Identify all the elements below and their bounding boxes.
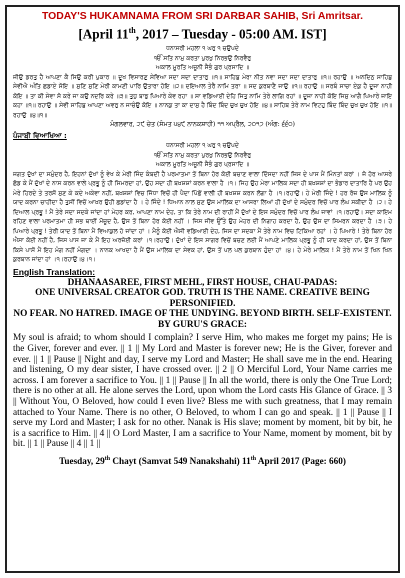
- gurmukhi-mool-mantar-2: ਅਕਾਲ ਮੂਰਤਿ ਅਜੂਨੀ ਸੈਭੰ ਗੁਰ ਪ੍ਰਸਾਦਿ ॥: [155, 64, 250, 72]
- punjabi-heading: ਧਨਾਸਰੀ ਮਹਲਾ ੧ ਘਰੁ ੧ ਚਉਪਦੇ: [166, 142, 239, 150]
- gurmukhi-heading: ਧਨਾਸਰੀ ਮਹਲਾ ੧ ਘਰੁ ੧ ਚਉਪਦੇ: [166, 45, 239, 53]
- english-translation: My soul is afraid; to whom should I complain? I serve Him, who makes me forget my pains; He is the Giver, forever and ever. || 1 || My Lord and Master is forever new; He is the Giver, forever and ever. || 1 || Pause || Night and day, I serve my Lord and Master; He shall save me in the end. Hearing and listening, O my dear sister, I have crossed over. || 2 || O Merciful Lord, Your Name carries me across. I am forever a sacrifice to You. || 1 || Pause || In all the world, there is only the One True Lord; there is no other at all. He alone serves the Lord, upon whom the Lord casts His Glance of Grace. || 3 || Without You, O Beloved, how could I even live? Bless me with such greatness, that I may remain attached to Your Name. There is no other, O Beloved, to whom I can go and speak. || 1 || Pause || I serve my Lord and Master; I ask for no other. Nanak is His slave; moment by moment, bit by bit, he is a sacrifice to Him. || 4 || O Lord Master, I am a sacrifice to Your Name, moment by moment, bit by bit. || 1 || Pause || 4 || 1 ||: [13, 333, 392, 450]
- date-heading: [13, 23, 392, 42]
- gurmukhi-dateline: ਮੰਗਲਵਾਰ, ੨੯ ਚੇਤ (ਸੰਮਤ ੫੪੯ ਨਾਨਕਸ਼ਾਹੀ) ੧੧ ਅਪ੍ਰੈਲ, ੨੦੧੭ (ਅੰਗ: ੬੬੦): [110, 121, 295, 129]
- footer-rest: Chayt (Samvat 549 Nanakshahi) 11: [110, 455, 251, 466]
- date-heading-rest: , 2017 – Tuesday - 05:00 AM. IST]: [135, 26, 327, 42]
- hukamnama-page: [5, 5, 400, 573]
- punjabi-mool-mantar-2: ਅਕਾਲ ਮੂਰਤਿ ਅਜੂਨੀ ਸੈਭੰ ਗੁਰ ਪ੍ਰਸਾਦਿ ॥: [155, 161, 250, 169]
- gurmukhi-mool-mantar: ੴ ਸਤਿ ਨਾਮੁ ਕਰਤਾ ਪੁਰਖੁ ਨਿਰਭਉ ਨਿਰਵੈਰੁ: [154, 54, 251, 62]
- footer-day-sup: th: [104, 455, 111, 462]
- punjabi-section: [13, 141, 392, 265]
- date-heading-open: [April 11: [78, 26, 129, 42]
- date-heading-sup: th: [128, 26, 136, 35]
- english-heading-2: ONE UNIVERSAL CREATOR GOD. TRUTH IS THE NAME. CREATIVE BEING PERSONIFIED.: [35, 288, 370, 309]
- page-title: TODAY'S HUKAMNAMA FROM SRI DARBAR SAHIB, Sri Amritsar.: [42, 11, 363, 22]
- english-section-title: English Translation:: [13, 266, 96, 277]
- punjabi-section-title: ਪੰਜਾਬੀ ਵਿਆਖਿਆ :: [13, 132, 67, 141]
- footer-date: [13, 454, 392, 467]
- gurmukhi-verse: ਜੀਉ ਡਰਤੁ ਹੈ ਆਪਣਾ ਕੈ ਸਿਉ ਕਰੀ ਪੁਕਾਰ ॥ ਦੂਖ ਵਿਸਾਰਣੁ ਸੇਵਿਆ ਸਦਾ ਸਦਾ ਦਾਤਾਰੁ ॥੧॥ ਸਾਹਿਬੁ ਮੇਰਾ ਨੀਤ ਨਵਾ ਸਦਾ ਸਦਾ ਦਾਤਾਰੁ ॥੧॥ ਰਹਾਉ ॥ ਅਨਦਿਨੁ ਸਾਹਿਬੁ ਸੇਵੀਐ ਅੰਤਿ ਛਡਾਏ ਸੋਇ ॥ ਸੁਣਿ ਸੁਣਿ ਮੇਰੀ ਕਾਮਣੀ ਪਾਰਿ ਉਤਾਰਾ ਹੋਇ ॥੨॥ ਦਇਆਲ ਤੇਰੈ ਨਾਮਿ ਤਰਾ ॥ ਸਦ ਕੁਰਬਾਣੈ ਜਾਉ ॥੧॥ ਰਹਾਉ ॥ ਸਰਬੰ ਸਾਚਾ ਏਕੁ ਹੈ ਦੂਜਾ ਨਾਹੀ ਕੋਇ ॥ ਤਾ ਕੀ ਸੇਵਾ ਸੋ ਕਰੇ ਜਾ ਕਉ ਨਦਰਿ ਕਰੇ ॥੩॥ ਤੁਧੁ ਬਾਝੁ ਪਿਆਰੇ ਕੇਵ ਰਹਾ ॥ ਸਾ ਵਡਿਆਈ ਦੇਹਿ ਜਿਤੁ ਨਾਮਿ ਤੇਰੇ ਲਾਗਿ ਰਹਾਂ ॥ ਦੂਜਾ ਨਾਹੀ ਕੋਇ ਜਿਸੁ ਆਗੈ ਪਿਆਰੇ ਜਾਇ ਕਹਾ ॥੧॥ ਰਹਾਉ ॥ ਸੇਵੀ ਸਾਹਿਬੁ ਆਪਣਾ ਅਵਰੁ ਨ ਜਾਚੰਉ ਕੋਇ ॥ ਨਾਨਕੁ ਤਾ ਕਾ ਦਾਸੁ ਹੈ ਬਿੰਦ ਬਿੰਦ ਚੁਖ ਚੁਖ ਹੋਇ ॥੪॥ ਸਾਹਿਬ ਤੇਰੇ ਨਾਮ ਵਿਟਹੁ ਬਿੰਦ ਬਿੰਦ ਚੁਖ ਚੁਖ ਹੋਇ ॥੧॥ ਰਹਾਉ ॥੪॥੧॥: [13, 73, 392, 119]
- english-heading-1: DHANAASAREE, FIRST MEHL, FIRST HOUSE, CHAU-PADAS:: [67, 277, 338, 288]
- footer-day: Tuesday, 29: [59, 455, 105, 466]
- english-heading-3: NO FEAR. NO HATRED. IMAGE OF THE UNDYING. BEYOND BIRTH. SELF-EXISTENT.: [13, 309, 392, 320]
- footer-rest-sup: th: [250, 455, 257, 462]
- footer-tail: April 2017 (Page: 660): [256, 455, 346, 466]
- punjabi-mool-mantar: ੴ ਸਤਿ ਨਾਮੁ ਕਰਤਾ ਪੁਰਖੁ ਨਿਰਭਉ ਨਿਰਵੈਰੁ: [154, 151, 251, 159]
- gurmukhi-section: [13, 44, 392, 120]
- punjabi-explanation: ਜਗਤ ਦੁੱਖਾਂ ਦਾ ਸਮੁੰਦਰ ਹੈ, ਇਹਨਾਂ ਦੁੱਖਾਂ ਨੂੰ ਵੇਖ ਕੇ ਮੇਰੀ ਜਿੰਦ ਕੰਬਦੀ ਹੈ ਪਰਮਾਤਮਾ ਤੋਂ ਬਿਨਾ ਹੋਰ ਕੋਈ ਬਚਾਣ ਵਾਲਾ ਦਿੱਸਦਾ ਨਹੀਂ ਜਿਸ ਦੇ ਪਾਸ ਮੈਂ ਮਿੰਨਤਾਂ ਕਰਾਂ । ਜੋ ਹੋਰ ਆਸਰੇ ਛੱਡ ਕੇ ਮੈਂ ਦੁੱਖਾਂ ਦੇ ਨਾਸ ਕਰਨ ਵਾਲੇ ਪ੍ਰਭੂ ਨੂੰ ਹੀ ਸਿਮਰਦਾ ਹਾਂ, ਉਹ ਸਦਾ ਹੀ ਬਖ਼ਸ਼ਸ਼ਾਂ ਕਰਨ ਵਾਲਾ ਹੈ ।੧। ਜਿਹ ਉਹ ਮੇਰਾ ਮਾਲਿਕ ਸਦਾ ਹੀ ਬਖ਼ਸ਼ਸ਼ਾਂ ਦਾ ਭੰਡਾਰ ਦਾਤਾਰਿ ਹੈ ਪਰ ਉਹ ਮੇਰੇ ਹਿਰਦੇ ਤੇ ਤਰਸੋਂ ਸੁਣ ਕੇ ਕਦੇ ਅਕੇਵਾ ਨਹੀਂ, ਬਖ਼ਸ਼ਸ਼ਾਂ ਵਿਚ ਜਿੱਧਾ ਵਿਚੋਂ ਹੀ ਪੈਦਾ ਪਿੱਛੋਂ ਵਾਲੀ ਹੀ ਬਖ਼ਸ਼ਸ਼ ਕਰਨ ਲੱਗਾ ਹੈ ।੧।ਰਹਾਉ। ਹੇ ਮੇਰੀ ਜਿੰਦੇ ! ਹਰ ਰੋਜ਼ ਉਸ ਮਾਲਿਕ ਨੂੰ ਯਾਦ ਕਰਨਾ ਚਾਹੀਦਾ ਹੈ ਤੁਸੀਂ ਵਿਚੋਂ ਆਖ਼ਰ ਉਹੀ ਛਡਾਂਦਾ ਹੈ । ਹੇ ਜਿੰਦੇ ! ਧਿਆਨ ਨਾਲ ਸੁਣ ਉਸ ਮਾਲਿਕ ਦਾ ਆਸਰਾ ਲਿਆਂ ਹੀ ਦੁੱਖਾਂ ਦੇ ਸਮੁੰਦਰ ਵਿਚੋਂ ਪਾਰ ਲੰਘ ਸਕੀਦਾ ਹੈ ।੨। ਹੇ ਦਿਆਲ ਪ੍ਰਭੂ ! ਮੈਂ ਤੇਰੇ ਸਦਾ ਸਦਕੇ ਜਾਂਦਾ ਹਾਂ ਮੇਹਰ ਕਰ, ਆਪਣਾ ਨਾਮ ਦੇਹ, ਤਾ ਕਿ ਤੇਰੇ ਨਾਮ ਦੀ ਰਾਹੀਂ ਮੈਂ ਦੁੱਖਾਂ ਦੇ ਇਸ ਸਮੁੰਦਰ ਵਿਚੋਂ ਪਾਰ ਲੰਘ ਜਾਵਾਂ ।੧।ਰਹਾਉ। ਸਦਾ ਕਾਇਮ ਰਹਿਣ ਵਾਲਾ ਪਰਮਾਤਮਾ ਹੀ ਸਭ ਥਾਈਂ ਮੌਜੂਦ ਹੈ, ਉਸ ਤੋਂ ਬਿਨਾ ਹੋਰ ਕੋਈ ਨਹੀਂ । ਜਿਸ ਜੀਵ ਉੱਤੇ ਉਹ ਮੇਹਰ ਦੀ ਨਿਗਾਹ ਕਰਦਾ ਹੈ, ਉਹ ਉਸ ਦਾ ਸਿਮਰਨ ਕਰਦਾ ਹੈ ।੩। ਹੇ ਪਿਆਰੇ ਪ੍ਰਭੂ ! ਤੇਰੀ ਯਾਦ ਤੋਂ ਬਿਨਾ ਮੈਂ ਵਿਆਕੁਲ ਹੋ ਜਾਂਦਾ ਹਾਂ । ਮੈਨੂੰ ਕੋਈ ਐਸੀ ਵਡਿਆਈ ਦੇਹ, ਜਿਸ ਦਾ ਸਦਕਾ ਮੈਂ ਤੇਰੇ ਨਾਮ ਵਿਚ ਟਿਕਿਆ ਰਹਾਂ । ਹੇ ਪਿਆਰੇ ! ਤੇਰੇ ਬਿਨਾ ਹੋਰ ਐਸਾ ਕੋਈ ਨਹੀਂ ਹੈ, ਜਿਸ ਪਾਸ ਜਾ ਕੇ ਮੈਂ ਇਹ ਅਰਜ਼ੋਈ ਕਰਾਂ ।੧।ਰਹਾਉ। ਦੁੱਖਾਂ ਦੇ ਇਸ ਸਾਗਰ ਵਿਚੋਂ ਬਚਣ ਲਈ ਮੈਂ ਆਪਣੇ ਮਾਲਿਕ ਪ੍ਰਭੂ ਨੂੰ ਹੀ ਯਾਦ ਕਰਦਾ ਹਾਂ, ਉਸ ਤੋਂ ਬਿਨਾ ਕਿਸੇ ਪਾਸੋਂ ਮੈਂ ਇਹ ਮੰਗ ਨਹੀਂ ਮੰਗਦਾ । ਨਾਨਕ ਆਖਦਾ ਹੈ ਮੈਂ ਉਸ ਮਾਲਿਕ ਦਾ ਸੇਵਕ ਹਾਂ, ਉਸ ਤੋਂ ਪਲ ਪਲ ਕੁਰਬਾਨ ਹੁੰਦਾ ਹਾਂ ।੪। ਹੇ ਮੇਰੇ ਮਾਲਿਕ ! ਮੈਂ ਤੇਰੇ ਨਾਮ ਤੋਂ ਖਿਨ ਖਿਨ ਕੁਰਬਾਨ ਜਾਂਦਾ ਹਾਂ ।੧।ਰਹਾਉ।੪।੧।: [13, 170, 392, 264]
- english-heading-4: BY GURU'S GRACE:: [157, 319, 247, 330]
